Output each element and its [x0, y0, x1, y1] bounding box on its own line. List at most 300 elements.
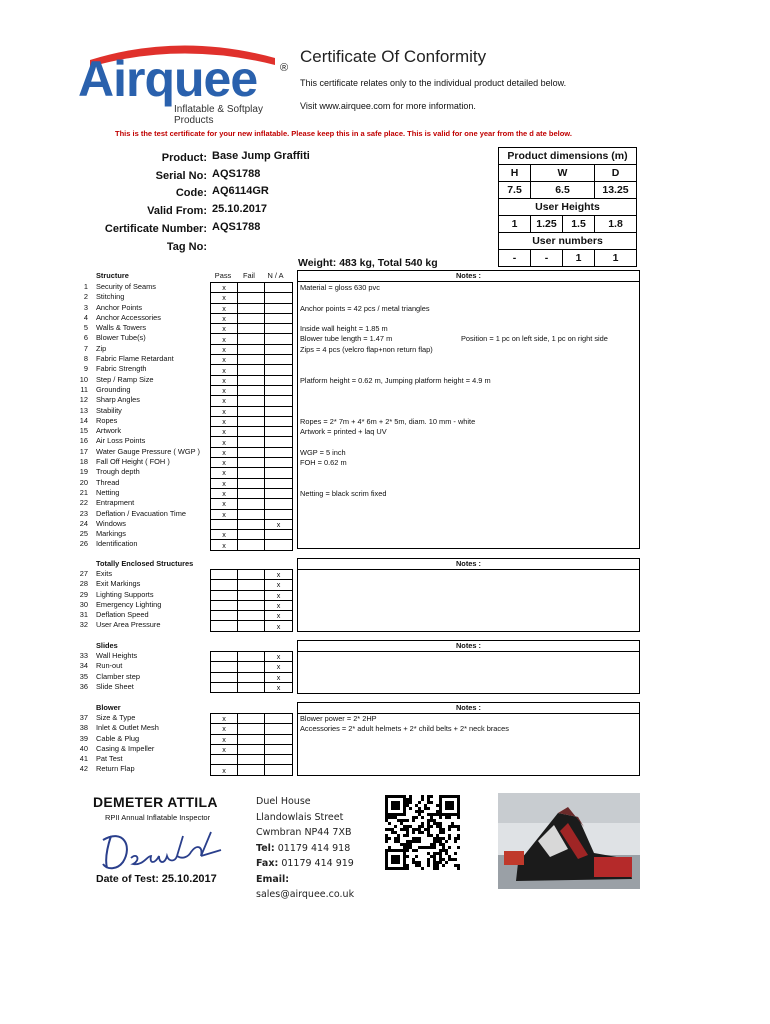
na-cell[interactable]: x	[265, 621, 293, 631]
qr-module	[397, 858, 400, 861]
qr-module	[442, 813, 445, 816]
qr-module	[397, 804, 400, 807]
fail-cell[interactable]	[238, 580, 265, 590]
fail-cell[interactable]	[238, 406, 265, 416]
pass-cell[interactable]: x	[211, 468, 238, 478]
enclosed-list	[70, 569, 161, 631]
pass-cell[interactable]: x	[211, 324, 238, 334]
fail-cell[interactable]	[238, 621, 265, 631]
qr-module	[391, 795, 394, 798]
na-cell[interactable]	[265, 744, 293, 754]
na-cell[interactable]: x	[265, 682, 293, 692]
enclosed-checks	[210, 569, 293, 632]
pass-cell[interactable]: x	[211, 365, 238, 375]
pass-cell[interactable]: x	[211, 344, 238, 354]
qr-module	[433, 837, 436, 840]
pass-cell[interactable]: x	[211, 303, 238, 313]
fail-cell[interactable]	[238, 365, 265, 375]
list-item	[70, 426, 200, 436]
fail-cell[interactable]	[238, 303, 265, 313]
note-line	[300, 724, 637, 734]
item-number: 1	[83, 282, 88, 291]
item-number: 13	[79, 405, 88, 415]
pass-cell[interactable]: x	[211, 385, 238, 395]
notes-header: Notes :	[298, 559, 639, 570]
check-row	[211, 293, 293, 303]
na-cell[interactable]: x	[265, 611, 293, 621]
qr-module	[391, 858, 394, 861]
qr-module	[439, 795, 442, 798]
slides-notes-box	[297, 640, 640, 694]
item-label: Grounding	[96, 384, 131, 394]
qr-module	[445, 807, 448, 810]
note-text: Artwork = printed + laq UV	[300, 427, 387, 437]
qr-module	[427, 831, 430, 834]
pass-cell[interactable]: x	[211, 530, 238, 540]
na-cell[interactable]	[265, 396, 293, 406]
address-line-3: Cwmbran NP44 7XB	[256, 827, 352, 838]
intro-line-2: Visit www.airquee.com for more information.	[300, 101, 476, 111]
item-number: 41	[79, 754, 88, 764]
qr-module	[403, 834, 406, 837]
qr-module	[427, 801, 430, 804]
item-number: 35	[79, 671, 88, 681]
qr-module	[439, 858, 442, 861]
pass-cell[interactable]: x	[211, 416, 238, 426]
qr-module	[430, 813, 433, 816]
item-label: Security of Seams	[96, 282, 156, 291]
qr-module	[412, 858, 415, 861]
fail-cell[interactable]	[238, 437, 265, 447]
pass-cell[interactable]: x	[211, 724, 238, 734]
qr-module	[400, 795, 403, 798]
qr-module	[448, 846, 451, 849]
check-row	[211, 765, 293, 775]
qr-module	[439, 807, 442, 810]
user-height-cell: 1.5	[563, 216, 595, 233]
qr-module	[385, 807, 388, 810]
qr-module	[397, 840, 400, 843]
qr-module	[394, 795, 397, 798]
qr-module	[436, 810, 439, 813]
fail-cell[interactable]	[238, 313, 265, 323]
qr-module	[391, 816, 394, 819]
note-text: Accessories = 2* adult helmets + 2* child belts + 2* neck braces	[300, 724, 509, 734]
fail-cell[interactable]	[238, 509, 265, 519]
dimensions-table	[498, 147, 637, 267]
qr-code[interactable]	[384, 793, 460, 885]
na-cell[interactable]	[265, 755, 293, 765]
na-cell[interactable]	[265, 293, 293, 303]
qr-module	[424, 804, 427, 807]
note-line	[300, 458, 637, 468]
qr-module	[442, 849, 445, 852]
fail-cell[interactable]	[238, 744, 265, 754]
qr-module	[430, 834, 433, 837]
fail-cell[interactable]	[238, 755, 265, 765]
pass-cell[interactable]	[211, 621, 238, 631]
qr-module	[457, 801, 460, 804]
fail-cell[interactable]	[238, 355, 265, 365]
qr-module	[439, 831, 442, 834]
na-cell[interactable]	[265, 509, 293, 519]
pass-cell[interactable]: x	[211, 406, 238, 416]
user-number-cell: -	[531, 250, 563, 267]
list-item	[70, 313, 200, 323]
fail-cell[interactable]	[238, 734, 265, 744]
pass-cell[interactable]: x	[211, 375, 238, 385]
fail-cell[interactable]	[238, 682, 265, 692]
fail-cell[interactable]	[238, 447, 265, 457]
pass-cell[interactable]: x	[211, 509, 238, 519]
fail-cell[interactable]	[238, 396, 265, 406]
item-label: Fabric Strength	[96, 364, 147, 374]
qr-module	[385, 855, 388, 858]
na-cell[interactable]	[265, 765, 293, 775]
na-cell[interactable]	[265, 355, 293, 365]
qr-module	[394, 840, 397, 843]
pass-cell[interactable]: x	[211, 540, 238, 550]
qr-module	[451, 822, 454, 825]
list-item	[70, 498, 200, 508]
pass-cell[interactable]	[211, 662, 238, 672]
qr-module	[391, 861, 394, 864]
qr-module	[451, 825, 454, 828]
qr-module	[427, 813, 430, 816]
pass-cell[interactable]	[211, 570, 238, 580]
fail-cell[interactable]	[238, 488, 265, 498]
na-cell[interactable]	[265, 375, 293, 385]
user-number-cell: 1	[563, 250, 595, 267]
pass-cell[interactable]: x	[211, 313, 238, 323]
pass-cell[interactable]: x	[211, 283, 238, 293]
note-text: FOH = 0.62 m	[300, 458, 347, 468]
qr-module	[406, 804, 409, 807]
na-cell[interactable]	[265, 458, 293, 468]
user-height-cell: 1.8	[595, 216, 637, 233]
qr-module	[388, 849, 391, 852]
pass-cell[interactable]	[211, 580, 238, 590]
code-value: AQ6114GR	[212, 185, 269, 197]
qr-module	[454, 840, 457, 843]
email-label: Email:	[256, 873, 290, 885]
qr-module	[457, 825, 460, 828]
na-cell[interactable]: x	[265, 662, 293, 672]
qr-module	[448, 804, 451, 807]
qr-module	[388, 822, 391, 825]
tel-label: Tel:	[256, 842, 275, 854]
na-cell[interactable]	[265, 540, 293, 550]
item-label: Zip	[96, 343, 107, 353]
na-cell[interactable]	[265, 488, 293, 498]
na-cell[interactable]	[265, 478, 293, 488]
pass-cell[interactable]	[211, 611, 238, 621]
address-line-2: Llandowlais Street	[256, 811, 344, 823]
tag-label: Tag No:	[166, 241, 207, 253]
qr-module	[403, 807, 406, 810]
fail-cell[interactable]	[238, 590, 265, 600]
qr-module	[439, 855, 442, 858]
fail-cell[interactable]	[238, 499, 265, 509]
na-cell[interactable]: x	[265, 652, 293, 662]
note-text: WGP = 5 inch	[300, 447, 346, 457]
qr-module	[412, 840, 415, 843]
item-label: User Area Pressure	[96, 620, 161, 630]
list-item	[70, 333, 200, 343]
fail-cell[interactable]	[238, 724, 265, 734]
pass-cell[interactable]: x	[211, 293, 238, 303]
item-label: Stitching	[96, 292, 125, 302]
qr-module	[415, 864, 418, 867]
item-label: Entrapment	[96, 498, 135, 508]
pass-cell[interactable]: x	[211, 447, 238, 457]
qr-module	[397, 819, 400, 822]
na-cell[interactable]	[265, 344, 293, 354]
check-row	[211, 283, 293, 293]
qr-module	[439, 825, 442, 828]
item-label: Ropes	[96, 415, 118, 425]
na-cell[interactable]	[265, 468, 293, 478]
na-cell[interactable]: x	[265, 590, 293, 600]
qr-module	[457, 828, 460, 831]
item-label: Slide Sheet	[96, 681, 134, 691]
qr-module	[433, 822, 436, 825]
qr-module	[388, 846, 391, 849]
list-item	[70, 590, 161, 600]
fail-cell[interactable]	[238, 324, 265, 334]
check-row	[211, 427, 293, 437]
fail-cell[interactable]	[238, 662, 265, 672]
pass-cell[interactable]	[211, 590, 238, 600]
warning-line: This is the test certificate for your new inflatable. Please keep this in a safe place. This is valid for one year from the d ate below.	[115, 129, 572, 138]
check-row	[211, 672, 293, 682]
qr-module	[385, 858, 388, 861]
qr-module	[439, 810, 442, 813]
na-cell[interactable]	[265, 406, 293, 416]
serial-label: Serial No:	[155, 170, 207, 182]
fail-cell[interactable]	[238, 427, 265, 437]
na-cell[interactable]	[265, 416, 293, 426]
note-text: Ropes = 2* 7m + 4* 6m + 2* 5m, diam. 10 mm - white	[300, 416, 476, 426]
item-label: Casing & Impeller	[96, 743, 155, 753]
fail-cell[interactable]	[238, 468, 265, 478]
check-row	[211, 478, 293, 488]
qr-module	[403, 819, 406, 822]
fail-cell[interactable]	[238, 652, 265, 662]
qr-module	[451, 795, 454, 798]
item-number: 14	[79, 415, 88, 425]
qr-module	[421, 810, 424, 813]
inspector-signature	[93, 826, 228, 876]
fail-cell[interactable]	[238, 611, 265, 621]
fail-cell[interactable]	[238, 672, 265, 682]
na-cell[interactable]	[265, 385, 293, 395]
pass-cell[interactable]: x	[211, 427, 238, 437]
fail-cell[interactable]	[238, 540, 265, 550]
fail-cell[interactable]	[238, 375, 265, 385]
fail-header: Fail	[243, 271, 255, 280]
item-number: 33	[79, 651, 88, 660]
list-item	[70, 447, 200, 457]
fail-cell[interactable]	[238, 293, 265, 303]
qr-module	[457, 807, 460, 810]
fail-cell[interactable]	[238, 458, 265, 468]
item-label: Cable & Plug	[96, 733, 140, 743]
note-text: Zips = 4 pcs (velcro flap+non return flap)	[300, 344, 433, 354]
list-item	[70, 282, 200, 292]
qr-module	[418, 846, 421, 849]
pass-cell[interactable]	[211, 682, 238, 692]
qr-module	[385, 810, 388, 813]
user-height-cell: 1	[499, 216, 531, 233]
address-line-1: Duel House	[256, 796, 311, 807]
note-text: Material = gloss 630 pvc	[300, 283, 380, 292]
qr-module	[427, 807, 430, 810]
check-row	[211, 519, 293, 529]
date-of-test	[96, 873, 217, 885]
na-cell[interactable]	[265, 283, 293, 293]
weight-text: Weight: 483 kg, Total 540 kg	[298, 257, 438, 269]
qr-module	[448, 813, 451, 816]
pass-header: Pass	[214, 271, 232, 280]
item-label: Return Flap	[96, 764, 135, 774]
pass-cell[interactable]: x	[211, 714, 238, 724]
check-row	[211, 724, 293, 734]
fail-cell[interactable]	[238, 478, 265, 488]
note-line	[300, 355, 637, 365]
na-cell[interactable]: x	[265, 672, 293, 682]
qr-module	[430, 816, 433, 819]
note-right-text: Position = 1 pc on left side, 1 pc on right side	[461, 334, 608, 344]
pass-cell[interactable]: x	[211, 744, 238, 754]
user-height-cell: 1.25	[531, 216, 563, 233]
pass-cell[interactable]	[211, 652, 238, 662]
fail-cell[interactable]	[238, 530, 265, 540]
qr-module	[457, 846, 460, 849]
pass-cell[interactable]: x	[211, 396, 238, 406]
pass-cell[interactable]: x	[211, 437, 238, 447]
pass-cell[interactable]	[211, 519, 238, 529]
pass-cell[interactable]	[211, 600, 238, 610]
na-cell[interactable]	[265, 714, 293, 724]
blower-checks	[210, 713, 293, 776]
qr-module	[406, 834, 409, 837]
qr-module	[412, 816, 415, 819]
fail-cell[interactable]	[238, 283, 265, 293]
list-item	[70, 529, 200, 539]
fail-cell[interactable]	[238, 600, 265, 610]
qr-module	[403, 861, 406, 864]
na-cell[interactable]: x	[265, 580, 293, 590]
pass-cell[interactable]: x	[211, 334, 238, 344]
check-row	[211, 468, 293, 478]
qr-module	[439, 801, 442, 804]
note-line	[300, 437, 637, 447]
pass-cell[interactable]: x	[211, 734, 238, 744]
na-cell[interactable]	[265, 303, 293, 313]
na-cell[interactable]	[265, 724, 293, 734]
qr-module	[406, 864, 409, 867]
pass-cell[interactable]	[211, 672, 238, 682]
fail-cell[interactable]	[238, 344, 265, 354]
fail-cell[interactable]	[238, 519, 265, 529]
pass-cell[interactable]: x	[211, 765, 238, 775]
check-row	[211, 580, 293, 590]
qr-module	[412, 849, 415, 852]
na-cell[interactable]	[265, 499, 293, 509]
item-number: 10	[79, 374, 88, 384]
check-row	[211, 324, 293, 334]
pass-cell[interactable]: x	[211, 499, 238, 509]
note-line	[300, 314, 637, 324]
na-cell[interactable]: x	[265, 570, 293, 580]
qr-module	[451, 807, 454, 810]
check-row	[211, 313, 293, 323]
qr-module	[457, 837, 460, 840]
item-number: 7	[83, 343, 88, 353]
note-line	[300, 714, 637, 724]
pass-cell[interactable]: x	[211, 488, 238, 498]
na-cell[interactable]	[265, 334, 293, 344]
qr-module	[403, 798, 406, 801]
structure-notes-box	[297, 270, 640, 549]
item-label: Size & Type	[96, 713, 136, 722]
qr-module	[424, 846, 427, 849]
qr-module	[418, 831, 421, 834]
qr-module	[430, 846, 433, 849]
na-cell[interactable]: x	[265, 519, 293, 529]
item-number: 6	[83, 333, 88, 343]
valid-label: Valid From:	[147, 205, 207, 217]
na-cell[interactable]	[265, 447, 293, 457]
qr-module	[403, 855, 406, 858]
qr-module	[439, 840, 442, 843]
na-cell[interactable]: x	[265, 600, 293, 610]
list-item	[70, 610, 161, 620]
check-row	[211, 303, 293, 313]
list-item	[70, 754, 159, 764]
na-cell[interactable]	[265, 427, 293, 437]
na-cell[interactable]	[265, 437, 293, 447]
pass-cell[interactable]: x	[211, 478, 238, 488]
qr-module	[385, 837, 388, 840]
check-row	[211, 458, 293, 468]
fail-cell[interactable]	[238, 416, 265, 426]
na-cell[interactable]	[265, 530, 293, 540]
pass-cell[interactable]	[211, 755, 238, 765]
fail-cell[interactable]	[238, 714, 265, 724]
fail-cell[interactable]	[238, 385, 265, 395]
na-header: N / A	[267, 271, 284, 280]
na-cell[interactable]	[265, 313, 293, 323]
fail-cell[interactable]	[238, 334, 265, 344]
na-cell[interactable]	[265, 734, 293, 744]
item-number: 38	[79, 723, 88, 733]
qr-module	[418, 840, 421, 843]
fail-cell[interactable]	[238, 765, 265, 775]
pass-cell[interactable]: x	[211, 458, 238, 468]
na-cell[interactable]	[265, 365, 293, 375]
na-cell[interactable]	[265, 324, 293, 334]
fail-cell[interactable]	[238, 570, 265, 580]
notes-header: Notes :	[298, 703, 639, 714]
item-number: 30	[79, 599, 88, 609]
fax-value: 01179 414 919	[281, 858, 354, 869]
qr-module	[427, 825, 430, 828]
list-item	[70, 436, 200, 446]
pass-cell[interactable]: x	[211, 355, 238, 365]
qr-module	[403, 801, 406, 804]
